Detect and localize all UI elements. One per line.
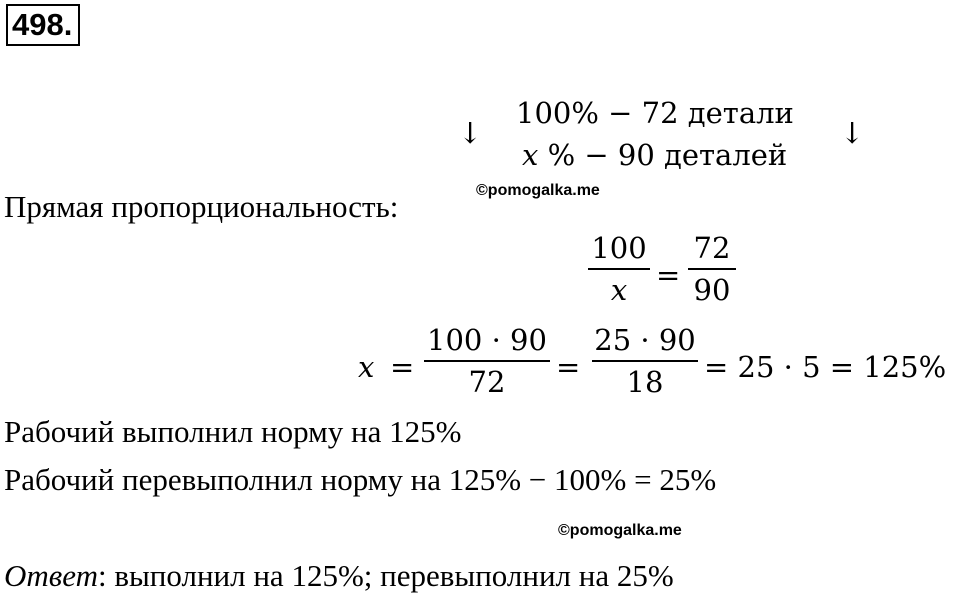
- fraction-numerator: 25 · 90: [594, 323, 696, 357]
- proportion-line-2-rest: % − 90 деталей: [538, 138, 788, 172]
- watermark-top: ©pomogalka.me: [476, 182, 600, 199]
- solve-variable: x: [358, 350, 375, 384]
- direct-proportion-label: Прямая пропорциональность:: [4, 189, 399, 224]
- fraction-numerator: 100 · 90: [427, 323, 547, 357]
- worker-line-1: Рабочий выполнил норму на 125%: [4, 414, 462, 449]
- equals-sign: =: [656, 258, 681, 292]
- fraction-numerator: 72: [693, 231, 731, 265]
- problem-number-text: 498: [12, 7, 64, 42]
- fraction-72-over-90: [688, 230, 736, 308]
- watermark-bottom: ©pomogalka.me: [558, 522, 682, 539]
- worker-line-2: Рабочий перевыполнил норму на 125% − 100% = 25%: [4, 462, 717, 497]
- fraction-100-over-x: [588, 230, 650, 308]
- problem-number: 498.: [6, 4, 80, 46]
- fraction-numerator: 100: [591, 231, 647, 265]
- fraction-denominator: 90: [693, 273, 731, 307]
- solve-result: = 25 · 5 = 125%: [704, 350, 947, 384]
- answer-text: : выполнил на 125%; перевыполнил на 25%: [97, 558, 674, 593]
- proportion-variable: x: [522, 138, 539, 172]
- fraction-denominator: x: [610, 273, 628, 307]
- fraction-25x90-over-18: [592, 322, 698, 400]
- fraction-denominator: 72: [468, 365, 506, 399]
- answer-label: Ответ: [4, 558, 98, 593]
- proportion-line-1: 100% − 72 детали: [516, 96, 794, 130]
- equals-sign: =: [556, 350, 581, 384]
- proportion-line-2: [522, 138, 787, 172]
- arrow-down-left-icon: ↓: [458, 116, 483, 150]
- fraction-100x90-over-72: [424, 322, 550, 400]
- arrow-down-right-icon: ↓: [840, 116, 865, 150]
- fraction-denominator: 18: [626, 365, 664, 399]
- equals-sign: =: [390, 350, 415, 384]
- answer-line: [4, 558, 674, 594]
